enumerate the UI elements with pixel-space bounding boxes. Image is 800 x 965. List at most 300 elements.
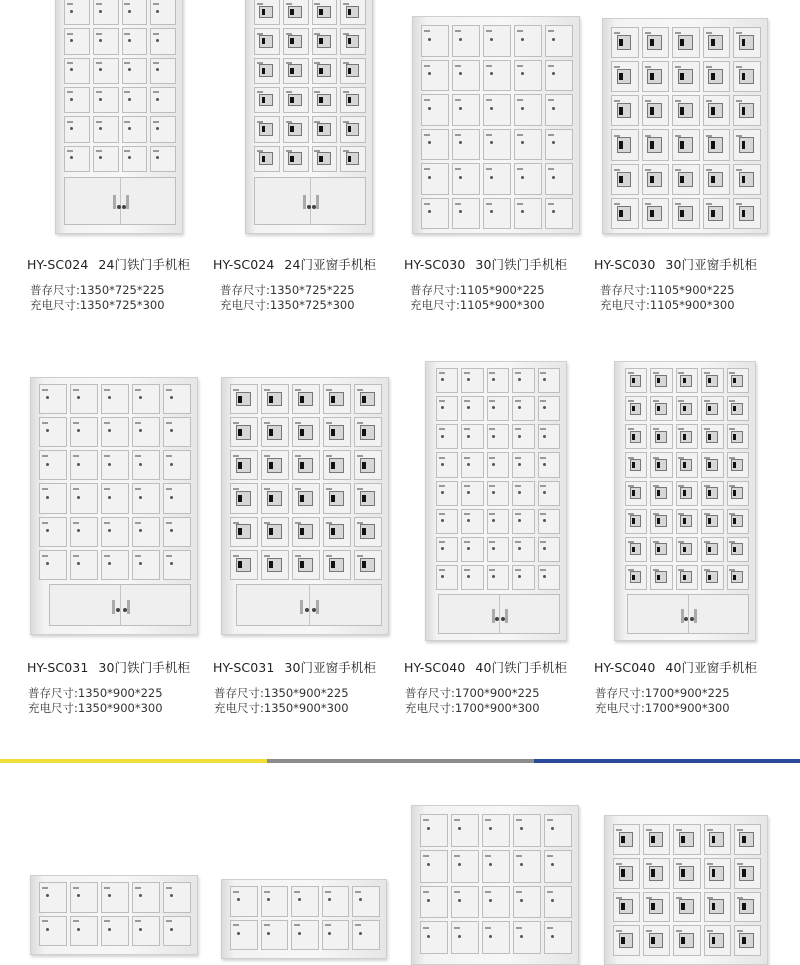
window-door [613, 858, 640, 889]
iron-door [39, 517, 67, 547]
iron-door [436, 509, 458, 534]
iron-door [538, 481, 560, 506]
section-divider-gray [267, 759, 534, 763]
window-door [727, 424, 749, 449]
cabinet-image-partial-window-tall [604, 815, 768, 965]
window-door [672, 198, 700, 229]
window-door [613, 824, 640, 855]
window-door [354, 417, 382, 447]
window-door [734, 925, 761, 956]
iron-door [487, 509, 509, 534]
iron-door [64, 116, 90, 142]
iron-door [421, 94, 449, 126]
iron-door [39, 450, 67, 480]
cabinet-image-sc040-window [614, 361, 756, 641]
window-door [323, 517, 351, 547]
window-door [354, 483, 382, 513]
iron-door [436, 481, 458, 506]
window-door [283, 116, 309, 142]
window-door [642, 129, 670, 160]
iron-door [513, 886, 541, 919]
iron-door [461, 396, 483, 421]
iron-door [39, 882, 67, 913]
iron-door [132, 550, 160, 580]
window-door [703, 61, 731, 92]
iron-door [101, 916, 129, 947]
iron-door [483, 94, 511, 126]
window-door [230, 450, 258, 480]
iron-door [163, 384, 191, 414]
iron-door [64, 58, 90, 84]
iron-door [487, 537, 509, 562]
iron-door [482, 921, 510, 954]
iron-door [482, 814, 510, 847]
iron-door [512, 481, 534, 506]
window-door [230, 384, 258, 414]
iron-door [163, 882, 191, 913]
window-door [254, 146, 280, 172]
iron-door [452, 60, 480, 92]
iron-door [451, 886, 479, 919]
iron-door [122, 0, 148, 25]
iron-door [122, 146, 148, 172]
window-door [283, 58, 309, 84]
iron-door [150, 87, 176, 113]
window-door [643, 858, 670, 889]
window-door [701, 565, 723, 590]
iron-door [538, 368, 560, 393]
window-door [643, 925, 670, 956]
iron-door [150, 58, 176, 84]
window-door [701, 509, 723, 534]
iron-door [436, 537, 458, 562]
iron-door [70, 483, 98, 513]
iron-door [64, 28, 90, 54]
window-door [312, 28, 338, 54]
window-door [312, 146, 338, 172]
iron-door [230, 920, 258, 951]
iron-door [150, 0, 176, 25]
product-model-label: HY-SC030 30门铁门手机柜 [404, 257, 568, 272]
door-grid [625, 368, 749, 590]
iron-door [93, 28, 119, 54]
window-door [701, 537, 723, 562]
window-door [676, 368, 698, 393]
iron-door [482, 886, 510, 919]
window-door [292, 517, 320, 547]
iron-door [122, 116, 148, 142]
window-door [625, 565, 647, 590]
iron-door [538, 509, 560, 534]
window-door [261, 450, 289, 480]
iron-door [545, 163, 573, 195]
window-door [625, 481, 647, 506]
window-door [261, 417, 289, 447]
iron-door [93, 146, 119, 172]
iron-door [101, 483, 129, 513]
window-door [733, 198, 761, 229]
cabinet-image-sc030-iron [412, 16, 580, 234]
window-door [727, 537, 749, 562]
iron-door [261, 920, 289, 951]
iron-door [451, 850, 479, 883]
iron-door [70, 450, 98, 480]
iron-door [487, 565, 509, 590]
window-door [650, 424, 672, 449]
window-door [673, 858, 700, 889]
window-door [727, 368, 749, 393]
window-door [254, 58, 280, 84]
iron-door [452, 94, 480, 126]
door-grid [64, 0, 176, 172]
iron-door [122, 58, 148, 84]
iron-door [545, 94, 573, 126]
window-door [676, 481, 698, 506]
window-door [703, 129, 731, 160]
window-door [611, 164, 639, 195]
iron-door [132, 417, 160, 447]
window-door [292, 550, 320, 580]
iron-door [514, 198, 542, 230]
iron-door [70, 384, 98, 414]
window-door [701, 481, 723, 506]
window-door [625, 452, 647, 477]
window-door [611, 95, 639, 126]
window-door [703, 164, 731, 195]
window-door [672, 95, 700, 126]
iron-door [487, 481, 509, 506]
window-door [625, 424, 647, 449]
cabinet-image-sc024-iron [55, 0, 183, 234]
iron-door [461, 565, 483, 590]
product-model-label: HY-SC040 40门铁门手机柜 [404, 660, 568, 675]
window-door [312, 116, 338, 142]
window-door [613, 925, 640, 956]
iron-door [545, 129, 573, 161]
window-door [625, 509, 647, 534]
iron-door [132, 384, 160, 414]
iron-door [150, 116, 176, 142]
product-spec: 普存尺寸:1350*725*225 充电尺寸:1350*725*300 [30, 283, 165, 312]
door-grid [421, 25, 573, 229]
bottom-compartment [64, 177, 176, 225]
window-door [733, 129, 761, 160]
iron-door [538, 424, 560, 449]
iron-door [512, 565, 534, 590]
window-door [676, 424, 698, 449]
iron-door [421, 163, 449, 195]
window-door [625, 537, 647, 562]
iron-door [163, 517, 191, 547]
window-door [323, 384, 351, 414]
iron-door [70, 417, 98, 447]
window-door [727, 396, 749, 421]
window-door [642, 164, 670, 195]
iron-door [544, 886, 572, 919]
product-model-label: HY-SC024 24门铁门手机柜 [27, 257, 191, 272]
iron-door [93, 116, 119, 142]
door-grid [230, 384, 382, 580]
iron-door [545, 60, 573, 92]
window-door [230, 483, 258, 513]
iron-door [70, 517, 98, 547]
door-grid [254, 0, 366, 172]
window-door [340, 0, 366, 25]
window-door [283, 28, 309, 54]
iron-door [39, 417, 67, 447]
iron-door [70, 550, 98, 580]
product-model-label: HY-SC024 24门亚窗手机柜 [213, 257, 377, 272]
iron-door [352, 886, 380, 917]
product-spec: 普存尺寸:1700*900*225 充电尺寸:1700*900*300 [405, 686, 540, 715]
iron-door [101, 517, 129, 547]
iron-door [122, 87, 148, 113]
door-grid [39, 882, 191, 946]
window-door [672, 61, 700, 92]
window-door [261, 550, 289, 580]
window-door [254, 87, 280, 113]
iron-door [487, 424, 509, 449]
iron-door [163, 483, 191, 513]
iron-door [512, 424, 534, 449]
window-door [701, 368, 723, 393]
window-door [254, 28, 280, 54]
iron-door [132, 916, 160, 947]
iron-door [101, 550, 129, 580]
door-grid [436, 368, 560, 590]
bottom-compartment [438, 594, 560, 634]
window-door [312, 58, 338, 84]
iron-door [461, 509, 483, 534]
door-grid [230, 886, 380, 950]
window-door [261, 517, 289, 547]
door-grid [420, 814, 572, 954]
window-door [704, 824, 731, 855]
iron-door [461, 537, 483, 562]
window-door [323, 550, 351, 580]
iron-door [461, 424, 483, 449]
window-door [650, 452, 672, 477]
iron-door [322, 886, 350, 917]
window-door [292, 417, 320, 447]
window-door [323, 417, 351, 447]
iron-door [291, 920, 319, 951]
door-grid [39, 384, 191, 580]
iron-door [421, 129, 449, 161]
iron-door [322, 920, 350, 951]
iron-door [64, 87, 90, 113]
iron-door [452, 163, 480, 195]
iron-door [39, 916, 67, 947]
window-door [230, 550, 258, 580]
section-divider-blue [534, 759, 800, 763]
window-door [704, 858, 731, 889]
iron-door [436, 424, 458, 449]
window-door [727, 565, 749, 590]
product-spec: 普存尺寸:1105*900*225 充电尺寸:1105*900*300 [600, 283, 735, 312]
iron-door [512, 537, 534, 562]
iron-door [514, 129, 542, 161]
cabinet-image-sc031-window [221, 377, 389, 635]
product-spec: 普存尺寸:1105*900*225 充电尺寸:1105*900*300 [410, 283, 545, 312]
window-door [292, 483, 320, 513]
window-door [340, 146, 366, 172]
door-grid [613, 824, 761, 956]
iron-door [436, 396, 458, 421]
window-door [261, 384, 289, 414]
window-door [340, 87, 366, 113]
window-door [672, 27, 700, 58]
product-model-label: HY-SC030 30门亚窗手机柜 [594, 257, 758, 272]
iron-door [39, 384, 67, 414]
window-door [650, 396, 672, 421]
window-door [701, 452, 723, 477]
window-door [292, 450, 320, 480]
iron-door [132, 483, 160, 513]
window-door [323, 450, 351, 480]
bottom-compartment [254, 177, 366, 225]
iron-door [514, 94, 542, 126]
window-door [673, 925, 700, 956]
iron-door [420, 850, 448, 883]
iron-door [483, 129, 511, 161]
bottom-compartment [627, 594, 749, 634]
iron-door [64, 146, 90, 172]
iron-door [261, 886, 289, 917]
window-door [292, 384, 320, 414]
iron-door [487, 452, 509, 477]
product-spec: 普存尺寸:1350*900*225 充电尺寸:1350*900*300 [28, 686, 163, 715]
iron-door [483, 198, 511, 230]
iron-door [436, 452, 458, 477]
window-door [642, 95, 670, 126]
iron-door [436, 368, 458, 393]
bottom-compartment [49, 584, 191, 626]
iron-door [545, 198, 573, 230]
window-door [261, 483, 289, 513]
iron-door [544, 814, 572, 847]
iron-door [513, 814, 541, 847]
iron-door [39, 550, 67, 580]
iron-door [461, 368, 483, 393]
window-door [340, 116, 366, 142]
window-door [643, 824, 670, 855]
window-door [625, 368, 647, 393]
iron-door [512, 396, 534, 421]
iron-door [538, 565, 560, 590]
iron-door [101, 882, 129, 913]
window-door [611, 129, 639, 160]
window-door [230, 517, 258, 547]
window-door [676, 537, 698, 562]
iron-door [538, 537, 560, 562]
iron-door [64, 0, 90, 25]
window-door [312, 87, 338, 113]
product-spec: 普存尺寸:1700*900*225 充电尺寸:1700*900*300 [595, 686, 730, 715]
window-door [703, 27, 731, 58]
cabinet-image-partial-window [221, 879, 387, 959]
iron-door [513, 921, 541, 954]
iron-door [420, 814, 448, 847]
iron-door [93, 0, 119, 25]
window-door [733, 164, 761, 195]
window-door [283, 146, 309, 172]
iron-door [101, 384, 129, 414]
door-grid [611, 27, 761, 229]
window-door [230, 417, 258, 447]
window-door [733, 95, 761, 126]
iron-door [512, 509, 534, 534]
window-door [340, 58, 366, 84]
window-door [733, 27, 761, 58]
iron-door [163, 450, 191, 480]
iron-door [122, 28, 148, 54]
window-door [650, 565, 672, 590]
iron-door [93, 87, 119, 113]
iron-door [487, 396, 509, 421]
window-door [701, 424, 723, 449]
bottom-compartment [236, 584, 382, 626]
window-door [650, 368, 672, 393]
iron-door [482, 850, 510, 883]
window-door [625, 396, 647, 421]
window-door [323, 483, 351, 513]
iron-door [150, 146, 176, 172]
window-door [703, 198, 731, 229]
iron-door [483, 163, 511, 195]
window-door [642, 198, 670, 229]
window-door [673, 824, 700, 855]
iron-door [70, 916, 98, 947]
window-door [676, 509, 698, 534]
iron-door [461, 452, 483, 477]
window-door [672, 164, 700, 195]
iron-door [291, 886, 319, 917]
iron-door [421, 198, 449, 230]
iron-door [452, 198, 480, 230]
window-door [611, 198, 639, 229]
window-door [676, 565, 698, 590]
iron-door [163, 417, 191, 447]
cabinet-image-sc030-window [602, 18, 768, 234]
iron-door [514, 60, 542, 92]
window-door [727, 509, 749, 534]
iron-door [101, 450, 129, 480]
product-model-label: HY-SC031 30门铁门手机柜 [27, 660, 191, 675]
iron-door [163, 550, 191, 580]
iron-door [483, 25, 511, 57]
iron-door [230, 886, 258, 917]
iron-door [512, 368, 534, 393]
window-door [650, 509, 672, 534]
window-door [672, 129, 700, 160]
iron-door [545, 25, 573, 57]
window-door [254, 0, 280, 25]
iron-door [436, 565, 458, 590]
iron-door [451, 921, 479, 954]
window-door [340, 28, 366, 54]
iron-door [132, 450, 160, 480]
cabinet-image-partial-iron [30, 875, 198, 955]
iron-door [544, 850, 572, 883]
iron-door [451, 814, 479, 847]
cabinet-image-partial-iron-tall [411, 805, 579, 965]
product-model-label: HY-SC031 30门亚窗手机柜 [213, 660, 377, 675]
window-door [611, 61, 639, 92]
iron-door [452, 129, 480, 161]
iron-door [420, 921, 448, 954]
window-door [254, 116, 280, 142]
